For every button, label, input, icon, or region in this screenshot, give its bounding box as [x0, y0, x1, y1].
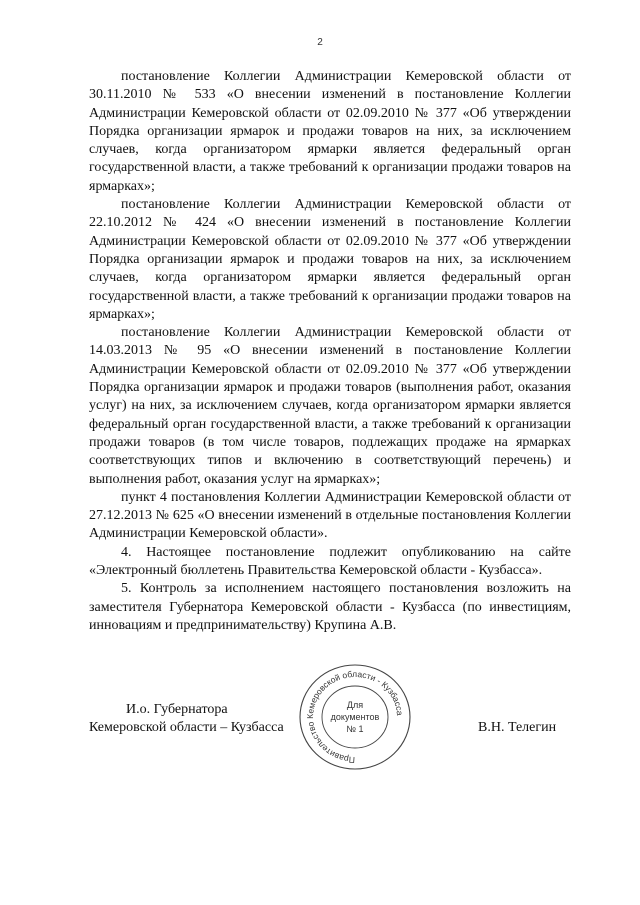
signer-title-line-2: Кемеровской области – Кузбасса — [89, 720, 284, 735]
paragraph-item-4-resolution-625: пункт 4 постановления Коллегии Администрации Кемеровской области от 27.12.2013 № 625 «О внесении изменений в отдельные постановления Коллегии Администрации Кемеровской области». — [89, 489, 571, 542]
signer-title-line-1: И.о. Губернатора — [126, 702, 228, 717]
seal-center-line-2: документов — [330, 712, 380, 722]
paragraph-resolution-95: постановление Коллегии Администрации Кемеровской области от 14.03.2013 № 95 «О внесении изменений в постановление Коллегии Администрации Кемеровской области от 02.09.2010 № 377 «Об утверждении Порядка организации ярмарок и продажи товаров (выполнения работ, оказания услуг) на них, за исключением случаев, когда организатором ярмарки является федеральный орган государственной власти, а также требований к организации продажи товаров (в том числе товаров, подлежащих продаже на ярмарках соответствующих типов и включению в соответствующий перечень) и выполнения работ, оказания услуг на ярмарках»; — [89, 325, 571, 487]
paragraph-control-clause: 5. Контроль за исполнением настоящего постановления возложить на заместителя Губернатора Кемеровской области - Кузбасса (по инвестициям, инновациям и предпринимательству) Крупина А.В. — [89, 581, 571, 633]
signer-name: В.Н. Телегин — [478, 720, 557, 735]
seal-center-line-3: № 1 — [346, 724, 364, 734]
page-number: 2 — [317, 37, 323, 48]
seal-ring-text-path: Правительство Кемеровской области - Кузбасса — [305, 668, 406, 766]
official-seal-stamp — [290, 660, 420, 775]
document-body — [89, 68, 571, 635]
paragraph-publication-clause: 4. Настоящее постановление подлежит опубликованию на сайте «Электронный бюллетень Правительства Кемеровской области - Кузбасса». — [89, 544, 571, 579]
paragraph-resolution-424: постановление Коллегии Администрации Кемеровской области от 22.10.2012 № 424 «О внесении изменений в постановление Коллегии Администрации Кемеровской области от 02.09.2010 № 377 «Об утверждении Порядка организации ярмарок и продажи товаров на них, за исключением случаев, когда организатором ярмарки является федеральный орган государственной власти, а также требований к организации продажи товаров на ярмарках»; — [89, 197, 571, 322]
paragraph-resolution-533: постановление Коллегии Администрации Кемеровской области от 30.11.2010 № 533 «О внесении изменений в постановление Коллегии Администрации Кемеровской области от 02.09.2010 № 377 «Об утверждении Порядка организации ярмарок и продажи товаров на них, за исключением случаев, когда организатором ярмарки является федеральный орган государственной власти, а также требований к организации продажи товаров на ярмарках»; — [89, 69, 571, 194]
seal-center-line-1: Для — [346, 700, 364, 710]
